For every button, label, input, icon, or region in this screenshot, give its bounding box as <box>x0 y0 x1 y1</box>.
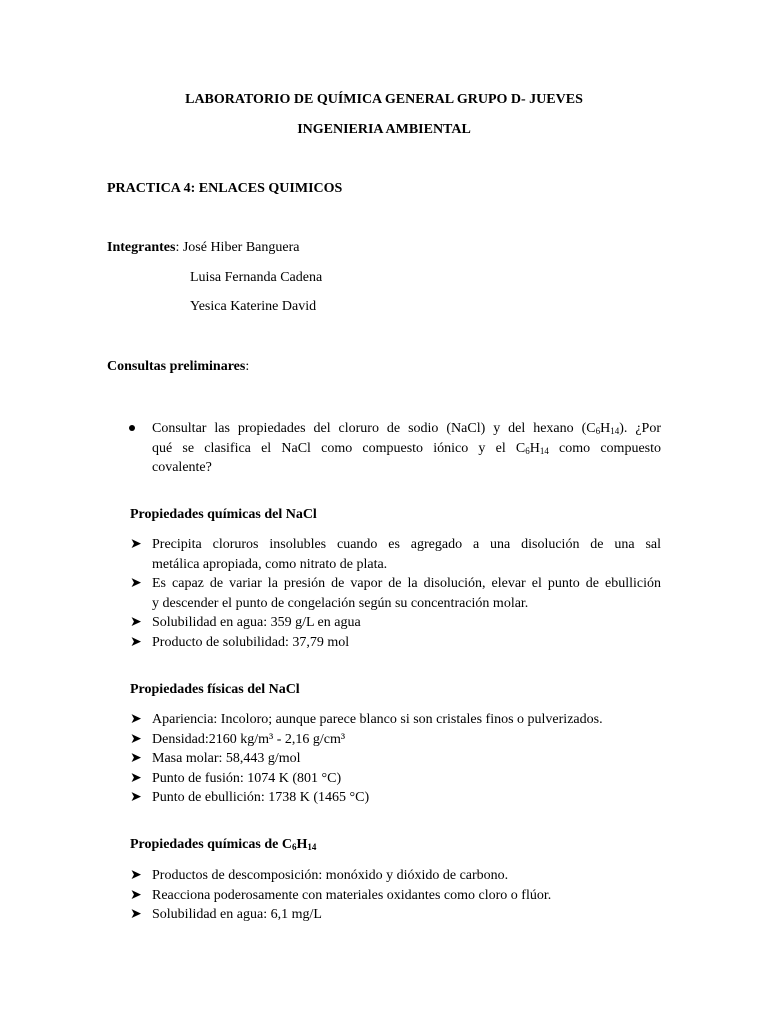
section-heading: Propiedades químicas del NaCl <box>130 507 317 522</box>
list-item: ➤ Solubilidad en agua: 6,1 mg/L <box>130 905 661 925</box>
arrow-bullet-icon: ➤ <box>130 731 142 747</box>
list-item: ➤ Producto de solubilidad: 37,79 mol <box>130 633 661 653</box>
hexane-chemical-list <box>130 866 661 925</box>
arrow-bullet-icon: ➤ <box>130 907 142 922</box>
list-item: ➤ Densidad:2160 kg/m³ - 2,16 g/cm³ <box>130 730 661 750</box>
nacl-physical-list <box>130 710 661 808</box>
arrow-bullet-icon: ➤ <box>130 634 142 650</box>
list-item: ➤ Precipita cloruros insolubles cuando es agregado a una disolución de una sal metálica apropiada, como nitrato de plata. <box>130 537 661 572</box>
practice-title: PRACTICA 4: ENLACES QUIMICOS <box>107 181 343 196</box>
member-name: Yesica Katerine David <box>190 299 317 314</box>
arrow-bullet-icon: ➤ <box>130 751 142 766</box>
section-heading: Propiedades físicas del NaCl <box>130 682 300 697</box>
preliminary-label: Consultas preliminares <box>107 359 246 374</box>
arrow-bullet-icon: ➤ <box>130 537 142 552</box>
member-name: Luisa Fernanda Cadena <box>190 270 323 285</box>
preliminary-line: Consultas preliminares: <box>107 359 250 374</box>
nacl-chemical-list <box>130 535 661 652</box>
section-heading: Propiedades químicas de $C_6H_{14}$ <box>130 837 317 852</box>
arrow-bullet-icon: ➤ <box>130 712 142 727</box>
arrow-bullet-icon: ➤ <box>130 615 142 630</box>
document-subtitle: INGENIERIA AMBIENTAL <box>297 122 471 137</box>
arrow-bullet-icon: ➤ <box>130 868 142 883</box>
arrow-bullet-icon: ➤ <box>130 770 142 786</box>
list-item: ➤ Punto de fusión: 1074 K (801 °C) <box>130 769 661 789</box>
question-line: Consultar las propiedades del cloruro de sodio (NaCl) y del hexano $(C_6H_{14})$. ¿Por <box>152 421 662 436</box>
members-line <box>107 240 299 256</box>
members-label: Integrantes <box>107 240 176 255</box>
document-title: LABORATORIO DE QUÍMICA GENERAL GRUPO D- JUEVES <box>185 92 583 107</box>
list-item: ➤ Solubilidad en agua: 359 g/L en agua <box>130 613 661 633</box>
list-item: ➤ Es capaz de variar la presión de vapor de la disolución, elevar el punto de ebullición y descender el punto de congelación según su concentración molar. <box>130 576 661 611</box>
preliminary-question <box>152 419 661 478</box>
members-colon: : <box>175 240 183 255</box>
list-item: ➤ Apariencia: Incoloro; aunque parece blanco si son cristales finos o pulverizados. <box>130 710 661 730</box>
bullet-icon <box>129 425 135 431</box>
question-line: covalente? <box>152 460 212 475</box>
arrow-bullet-icon: ➤ <box>130 887 142 903</box>
question-line: qué se clasifica el NaCl como compuesto iónico y el $C_6H_{14}$ como compuesto <box>152 440 661 456</box>
arrow-bullet-icon: ➤ <box>130 790 142 805</box>
list-item: ➤ Productos de descomposición: monóxido y dióxido de carbono. <box>130 866 661 886</box>
member-name: José Hiber Banguera <box>182 240 300 255</box>
list-item: ➤ Masa molar: 58,443 g/mol <box>130 749 661 769</box>
list-item: ➤ Punto de ebullición: 1738 K (1465 °C) <box>130 788 661 808</box>
list-item: ➤ Reacciona poderosamente con materiales oxidantes como cloro o flúor. <box>130 886 661 906</box>
arrow-bullet-icon: ➤ <box>130 576 142 591</box>
